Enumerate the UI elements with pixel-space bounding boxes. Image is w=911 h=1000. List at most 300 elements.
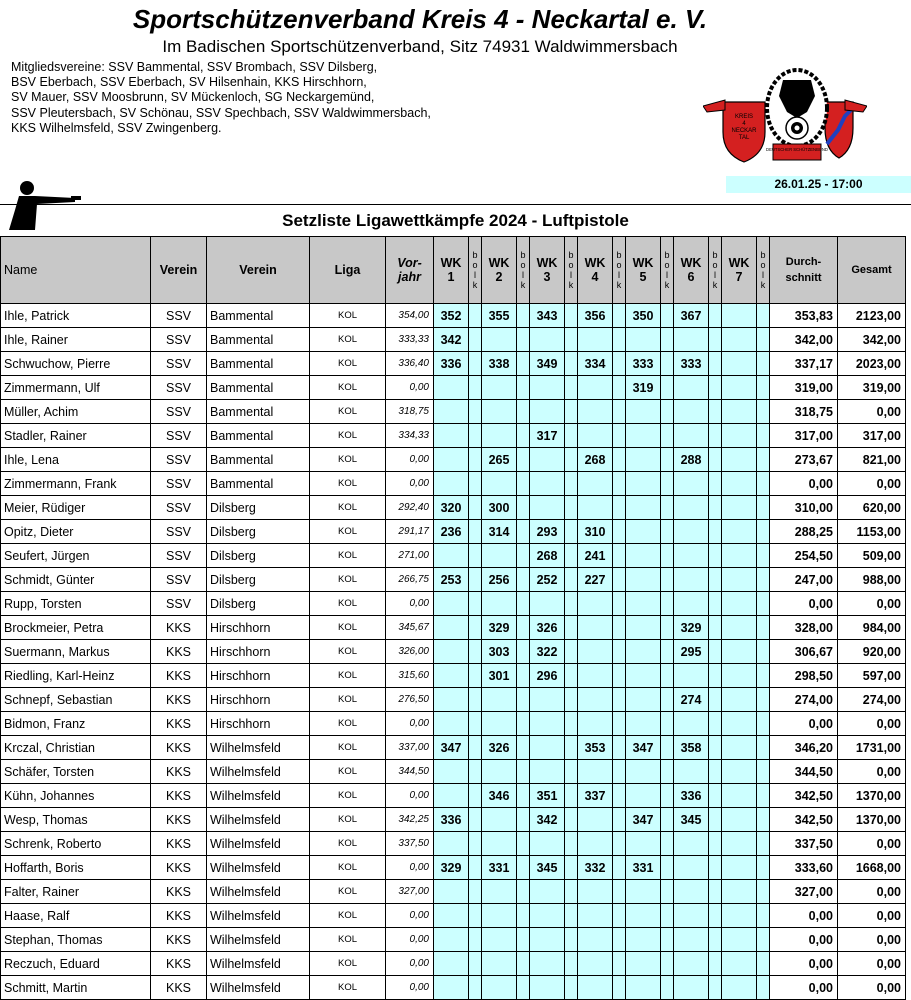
cell-wk-score: [722, 616, 757, 640]
cell-bolk: [565, 544, 578, 568]
cell-wk-score: [578, 640, 613, 664]
cell-wk-score: [722, 808, 757, 832]
cell-wk-score: [674, 376, 709, 400]
cell-bolk: [565, 688, 578, 712]
cell-ort: Hirschhorn: [207, 640, 310, 664]
cell-bolk: [757, 424, 770, 448]
cell-wk-score: 310: [578, 520, 613, 544]
cell-wk-score: 314: [482, 520, 517, 544]
cell-bolk: [517, 760, 530, 784]
cell-ort: Bammental: [207, 400, 310, 424]
cell-bolk: [565, 664, 578, 688]
cell-verein: SSV: [151, 304, 207, 328]
col-wk: WK 3: [530, 237, 565, 304]
cell-gesamt: 1370,00: [838, 808, 906, 832]
cell-wk-score: [722, 904, 757, 928]
cell-wk-score: [626, 688, 661, 712]
cell-ort: Wilhelmsfeld: [207, 760, 310, 784]
cell-bolk: [517, 520, 530, 544]
cell-gesamt: 0,00: [838, 592, 906, 616]
cell-bolk: [613, 400, 626, 424]
cell-vorjahr: 0,00: [386, 448, 434, 472]
cell-vorjahr: 291,17: [386, 520, 434, 544]
cell-liga: KOL: [310, 880, 386, 904]
cell-ort: Hirschhorn: [207, 688, 310, 712]
cell-ort: Bammental: [207, 304, 310, 328]
cell-name: Hoffarth, Boris: [1, 856, 151, 880]
table-row: [1, 664, 906, 688]
cell-wk-score: [722, 784, 757, 808]
cell-bolk: [517, 664, 530, 688]
cell-bolk: [613, 640, 626, 664]
cell-verein: KKS: [151, 928, 207, 952]
cell-bolk: [709, 688, 722, 712]
cell-name: Schmidt, Günter: [1, 568, 151, 592]
cell-bolk: [613, 784, 626, 808]
cell-vorjahr: 292,40: [386, 496, 434, 520]
cell-bolk: [613, 520, 626, 544]
cell-bolk: [613, 328, 626, 352]
cell-wk-score: 256: [482, 568, 517, 592]
cell-wk-score: [482, 952, 517, 976]
cell-vorjahr: 0,00: [386, 856, 434, 880]
cell-vorjahr: 0,00: [386, 784, 434, 808]
cell-name: Stadler, Rainer: [1, 424, 151, 448]
cell-bolk: [517, 424, 530, 448]
cell-wk-score: 346: [482, 784, 517, 808]
cell-bolk: [709, 520, 722, 544]
cell-name: Schmitt, Martin: [1, 976, 151, 1000]
member-line: BSV Eberbach, SSV Eberbach, SV Hilsenhain, KKS Hirschhorn,: [11, 75, 367, 90]
cell-vorjahr: 0,00: [386, 592, 434, 616]
cell-bolk: [517, 376, 530, 400]
cell-wk-score: [626, 400, 661, 424]
col-liga: Liga: [310, 237, 386, 304]
cell-liga: KOL: [310, 808, 386, 832]
cell-bolk: [469, 688, 482, 712]
cell-wk-score: [626, 976, 661, 1000]
table-row: [1, 520, 906, 544]
cell-bolk: [709, 808, 722, 832]
cell-bolk: [565, 568, 578, 592]
table-row: [1, 808, 906, 832]
cell-name: Ihle, Patrick: [1, 304, 151, 328]
cell-bolk: [709, 736, 722, 760]
cell-bolk: [661, 904, 674, 928]
cell-wk-score: [434, 592, 469, 616]
cell-bolk: [757, 664, 770, 688]
member-line: Mitgliedsvereine: SSV Bammental, SSV Brombach, SSV Dilsberg,: [11, 60, 378, 74]
col-wk: WK 2: [482, 237, 517, 304]
cell-wk-score: [722, 400, 757, 424]
cell-bolk: [757, 544, 770, 568]
cell-bolk: [613, 448, 626, 472]
cell-bolk: [661, 928, 674, 952]
cell-wk-score: [578, 400, 613, 424]
cell-wk-score: [626, 760, 661, 784]
cell-bolk: [709, 952, 722, 976]
cell-verein: KKS: [151, 904, 207, 928]
cell-name: Bidmon, Franz: [1, 712, 151, 736]
cell-vorjahr: 342,25: [386, 808, 434, 832]
cell-wk-score: [434, 688, 469, 712]
cell-wk-score: [722, 928, 757, 952]
cell-vorjahr: 333,33: [386, 328, 434, 352]
cell-wk-score: [626, 784, 661, 808]
cell-wk-score: [722, 520, 757, 544]
cell-bolk: [661, 568, 674, 592]
cell-wk-score: [722, 736, 757, 760]
cell-wk-score: 274: [674, 688, 709, 712]
cell-bolk: [565, 976, 578, 1000]
cell-durchschnitt: 254,50: [770, 544, 838, 568]
table-row: [1, 376, 906, 400]
cell-durchschnitt: 306,67: [770, 640, 838, 664]
cell-wk-score: [434, 472, 469, 496]
cell-wk-score: [674, 928, 709, 952]
cell-bolk: [709, 304, 722, 328]
cell-bolk: [757, 880, 770, 904]
cell-bolk: [517, 952, 530, 976]
cell-wk-score: 355: [482, 304, 517, 328]
cell-wk-score: [626, 640, 661, 664]
cell-name: Seufert, Jürgen: [1, 544, 151, 568]
cell-wk-score: [674, 952, 709, 976]
cell-bolk: [661, 496, 674, 520]
cell-bolk: [661, 472, 674, 496]
cell-gesamt: 0,00: [838, 880, 906, 904]
cell-wk-score: [674, 832, 709, 856]
cell-ort: Wilhelmsfeld: [207, 784, 310, 808]
cell-durchschnitt: 317,00: [770, 424, 838, 448]
cell-bolk: [517, 544, 530, 568]
cell-verein: SSV: [151, 520, 207, 544]
cell-bolk: [709, 496, 722, 520]
cell-wk-score: [530, 592, 565, 616]
cell-bolk: [565, 400, 578, 424]
cell-vorjahr: 0,00: [386, 376, 434, 400]
cell-bolk: [469, 760, 482, 784]
cell-wk-score: 353: [578, 736, 613, 760]
cell-bolk: [757, 688, 770, 712]
cell-bolk: [661, 376, 674, 400]
cell-wk-score: [530, 448, 565, 472]
page-subtitle: Im Badischen Sportschützenverband, Sitz 74931 Waldwimmersbach: [162, 37, 678, 56]
cell-durchschnitt: 346,20: [770, 736, 838, 760]
cell-wk-score: 252: [530, 568, 565, 592]
cell-bolk: [517, 328, 530, 352]
cell-bolk: [565, 328, 578, 352]
cell-liga: KOL: [310, 736, 386, 760]
cell-bolk: [469, 448, 482, 472]
cell-vorjahr: 354,00: [386, 304, 434, 328]
cell-bolk: [613, 904, 626, 928]
cell-bolk: [709, 592, 722, 616]
cell-wk-score: [674, 328, 709, 352]
table-row: [1, 496, 906, 520]
cell-wk-score: [722, 856, 757, 880]
logo-band-text: DEUTSCHER SCHÜTZENBUND: [766, 147, 828, 152]
cell-bolk: [709, 568, 722, 592]
cell-durchschnitt: 342,50: [770, 808, 838, 832]
col-wk: WK 7: [722, 237, 757, 304]
cell-ort: Bammental: [207, 424, 310, 448]
cell-bolk: [709, 856, 722, 880]
cell-wk-score: [578, 808, 613, 832]
cell-vorjahr: 344,50: [386, 760, 434, 784]
cell-bolk: [517, 784, 530, 808]
col-vorjahr: Vor- jahr: [386, 237, 434, 304]
table-row: [1, 832, 906, 856]
cell-durchschnitt: 337,50: [770, 832, 838, 856]
cell-bolk: [565, 592, 578, 616]
cell-wk-score: 343: [530, 304, 565, 328]
cell-wk-score: 347: [626, 808, 661, 832]
cell-gesamt: 0,00: [838, 904, 906, 928]
cell-bolk: [613, 760, 626, 784]
cell-wk-score: [674, 664, 709, 688]
cell-name: Schäfer, Torsten: [1, 760, 151, 784]
cell-bolk: [469, 976, 482, 1000]
cell-wk-score: 268: [530, 544, 565, 568]
table-row: [1, 760, 906, 784]
cell-name: Rupp, Torsten: [1, 592, 151, 616]
cell-bolk: [757, 616, 770, 640]
cell-wk-score: [722, 712, 757, 736]
cell-wk-score: 319: [626, 376, 661, 400]
cell-bolk: [613, 424, 626, 448]
cell-liga: KOL: [310, 352, 386, 376]
cell-durchschnitt: 333,60: [770, 856, 838, 880]
cell-wk-score: 322: [530, 640, 565, 664]
cell-wk-score: [434, 664, 469, 688]
cell-wk-score: [578, 880, 613, 904]
cell-bolk: [517, 616, 530, 640]
cell-bolk: [565, 736, 578, 760]
cell-durchschnitt: 310,00: [770, 496, 838, 520]
cell-wk-score: [530, 832, 565, 856]
cell-ort: Bammental: [207, 472, 310, 496]
cell-bolk: [565, 472, 578, 496]
cell-bolk: [757, 832, 770, 856]
cell-bolk: [709, 880, 722, 904]
cell-bolk: [517, 832, 530, 856]
cell-liga: KOL: [310, 448, 386, 472]
cell-wk-score: [578, 952, 613, 976]
cell-wk-score: [482, 472, 517, 496]
cell-vorjahr: 337,00: [386, 736, 434, 760]
cell-wk-score: [578, 424, 613, 448]
table-row: [1, 640, 906, 664]
cell-wk-score: 367: [674, 304, 709, 328]
cell-durchschnitt: 0,00: [770, 976, 838, 1000]
cell-bolk: [517, 568, 530, 592]
cell-gesamt: 984,00: [838, 616, 906, 640]
cell-wk-score: 317: [530, 424, 565, 448]
cell-bolk: [565, 640, 578, 664]
cell-bolk: [613, 352, 626, 376]
cell-gesamt: 920,00: [838, 640, 906, 664]
cell-bolk: [613, 664, 626, 688]
cell-liga: KOL: [310, 568, 386, 592]
cell-wk-score: [434, 376, 469, 400]
cell-gesamt: 319,00: [838, 376, 906, 400]
table-row: [1, 568, 906, 592]
cell-durchschnitt: 298,50: [770, 664, 838, 688]
cell-vorjahr: 0,00: [386, 952, 434, 976]
cell-wk-score: [626, 424, 661, 448]
cell-name: Schrenk, Roberto: [1, 832, 151, 856]
cell-wk-score: [434, 712, 469, 736]
cell-wk-score: [722, 640, 757, 664]
cell-gesamt: 0,00: [838, 400, 906, 424]
table-header-row: [1, 237, 906, 304]
cell-bolk: [757, 400, 770, 424]
cell-ort: Hirschhorn: [207, 664, 310, 688]
cell-bolk: [757, 352, 770, 376]
cell-bolk: [709, 424, 722, 448]
cell-liga: KOL: [310, 304, 386, 328]
cell-wk-score: [434, 784, 469, 808]
cell-bolk: [661, 688, 674, 712]
cell-wk-score: 337: [578, 784, 613, 808]
cell-name: Suermann, Markus: [1, 640, 151, 664]
cell-wk-score: 295: [674, 640, 709, 664]
cell-wk-score: [530, 880, 565, 904]
cell-ort: Dilsberg: [207, 520, 310, 544]
cell-wk-score: [530, 712, 565, 736]
cell-bolk: [661, 712, 674, 736]
cell-bolk: [613, 928, 626, 952]
cell-bolk: [661, 736, 674, 760]
cell-bolk: [469, 472, 482, 496]
cell-durchschnitt: 342,00: [770, 328, 838, 352]
cell-liga: KOL: [310, 376, 386, 400]
cell-wk-score: [578, 712, 613, 736]
cell-liga: KOL: [310, 928, 386, 952]
cell-bolk: [469, 520, 482, 544]
cell-wk-score: [482, 808, 517, 832]
cell-wk-score: 236: [434, 520, 469, 544]
table-row: [1, 688, 906, 712]
cell-vorjahr: 0,00: [386, 712, 434, 736]
cell-gesamt: 2023,00: [838, 352, 906, 376]
timestamp: 26.01.25 - 17:00: [726, 176, 911, 193]
cell-verein: KKS: [151, 880, 207, 904]
cell-bolk: [709, 400, 722, 424]
cell-wk-score: [674, 496, 709, 520]
cell-bolk: [469, 592, 482, 616]
cell-gesamt: 620,00: [838, 496, 906, 520]
cell-wk-score: [482, 832, 517, 856]
cell-durchschnitt: 344,50: [770, 760, 838, 784]
cell-wk-score: [722, 832, 757, 856]
cell-bolk: [517, 592, 530, 616]
cell-liga: KOL: [310, 520, 386, 544]
cell-ort: Bammental: [207, 448, 310, 472]
cell-wk-score: [482, 712, 517, 736]
cell-bolk: [661, 880, 674, 904]
cell-bolk: [469, 352, 482, 376]
cell-wk-score: 329: [674, 616, 709, 640]
cell-bolk: [661, 664, 674, 688]
cell-verein: KKS: [151, 832, 207, 856]
cell-wk-score: [482, 400, 517, 424]
table-row: [1, 448, 906, 472]
cell-wk-score: 338: [482, 352, 517, 376]
cell-wk-score: [722, 880, 757, 904]
cell-wk-score: [434, 976, 469, 1000]
cell-wk-score: [578, 760, 613, 784]
cell-bolk: [613, 472, 626, 496]
cell-bolk: [565, 424, 578, 448]
cell-wk-score: 349: [530, 352, 565, 376]
cell-bolk: [709, 616, 722, 640]
cell-name: Ihle, Rainer: [1, 328, 151, 352]
cell-wk-score: [530, 952, 565, 976]
cell-bolk: [709, 328, 722, 352]
cell-bolk: [565, 520, 578, 544]
cell-bolk: [709, 976, 722, 1000]
cell-bolk: [565, 928, 578, 952]
cell-wk-score: [530, 328, 565, 352]
cell-bolk: [565, 880, 578, 904]
cell-vorjahr: 337,50: [386, 832, 434, 856]
cell-wk-score: 342: [434, 328, 469, 352]
cell-wk-score: [626, 952, 661, 976]
cell-bolk: [757, 304, 770, 328]
cell-name: Kühn, Johannes: [1, 784, 151, 808]
cell-wk-score: [482, 904, 517, 928]
cell-bolk: [661, 640, 674, 664]
cell-vorjahr: 0,00: [386, 976, 434, 1000]
col-bolk: b o l k: [517, 237, 530, 304]
cell-ort: Wilhelmsfeld: [207, 904, 310, 928]
cell-wk-score: [434, 640, 469, 664]
cell-ort: Wilhelmsfeld: [207, 976, 310, 1000]
cell-bolk: [757, 496, 770, 520]
table-row: [1, 880, 906, 904]
cell-bolk: [709, 832, 722, 856]
cell-bolk: [613, 712, 626, 736]
cell-liga: KOL: [310, 328, 386, 352]
cell-verein: SSV: [151, 400, 207, 424]
cell-durchschnitt: 319,00: [770, 376, 838, 400]
cell-wk-score: [482, 544, 517, 568]
cell-vorjahr: 266,75: [386, 568, 434, 592]
cell-wk-score: 356: [578, 304, 613, 328]
col-bolk: b o l k: [757, 237, 770, 304]
cell-verein: SSV: [151, 424, 207, 448]
cell-bolk: [469, 880, 482, 904]
table-row: [1, 952, 906, 976]
cell-verein: SSV: [151, 592, 207, 616]
cell-liga: KOL: [310, 472, 386, 496]
cell-bolk: [613, 808, 626, 832]
cell-bolk: [565, 496, 578, 520]
cell-wk-score: [626, 448, 661, 472]
cell-wk-score: [722, 568, 757, 592]
cell-wk-score: [482, 424, 517, 448]
cell-bolk: [709, 472, 722, 496]
cell-vorjahr: 0,00: [386, 928, 434, 952]
cell-bolk: [565, 832, 578, 856]
cell-bolk: [757, 640, 770, 664]
cell-verein: KKS: [151, 856, 207, 880]
cell-bolk: [469, 496, 482, 520]
cell-bolk: [565, 856, 578, 880]
cell-name: Falter, Rainer: [1, 880, 151, 904]
